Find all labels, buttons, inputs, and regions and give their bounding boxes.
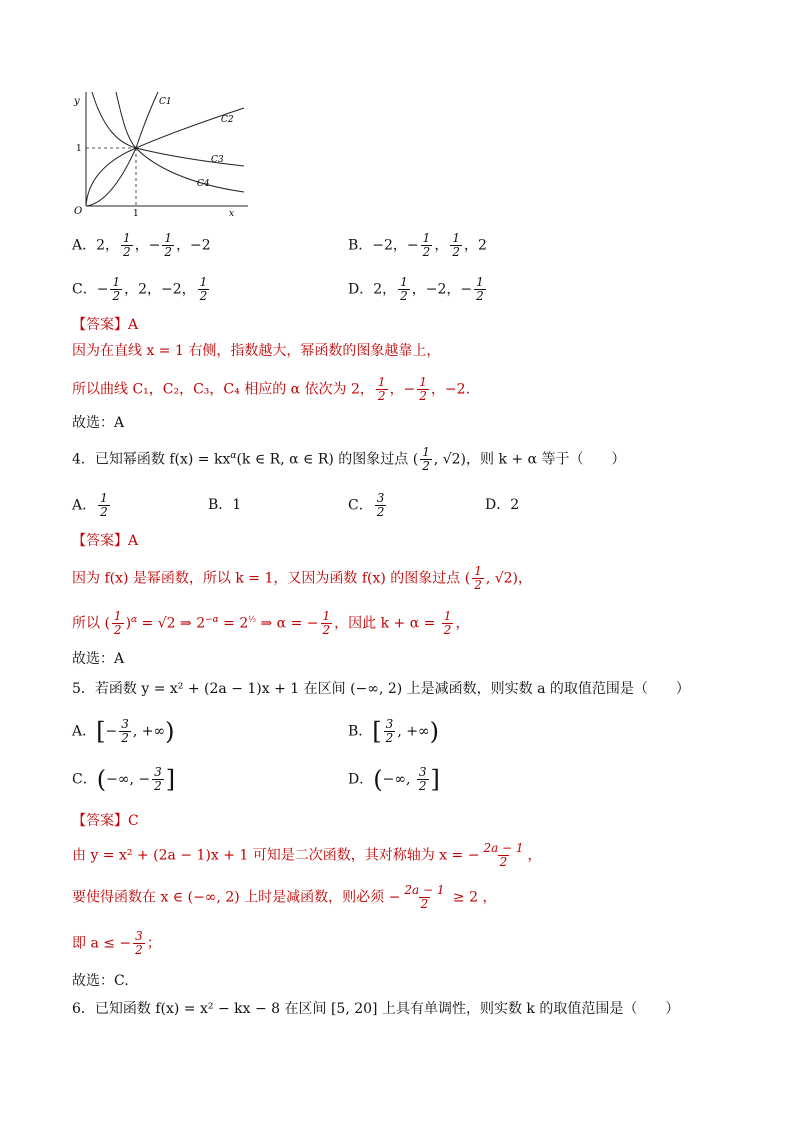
q3-option-c[interactable]: C．− $\frac{1}{2}$ ，2，−2， $\frac{1}{2}$ bbox=[72, 275, 208, 303]
q5-solution-line-3: 即 a ≤ − $\frac{3}{2}$ ； bbox=[72, 929, 161, 957]
label-c4: C4 bbox=[197, 179, 210, 189]
q3-solution-line-2: 所以曲线 C₁，C₂，C₃，C₄ 相应的 α 依次为 2， $\frac{1}{2}$ ，− $\frac{1}{2}$ ，−2. bbox=[72, 375, 471, 403]
q4-option-d[interactable]: D．2 bbox=[485, 497, 520, 513]
origin-label: O bbox=[74, 206, 83, 216]
q3-answer: 【答案】A bbox=[72, 317, 139, 333]
q5-stem: 5．若函数 y = x² + (2a − 1)x + 1 在区间 (−∞, 2) 上是减函数，则实数 a 的取值范围是（ ） bbox=[72, 681, 690, 697]
y-axis-label: y bbox=[74, 96, 80, 107]
q4-answer: 【答案】A bbox=[72, 533, 139, 549]
q6-stem: 6．已知函数 f(x) = x² − kx − 8 在区间 [5, 20] 上具有单调性，则实数 k 的取值范围是（ ） bbox=[72, 1001, 680, 1017]
q5-option-d[interactable]: D．(−∞, $\frac{3}{2}$ ] bbox=[348, 765, 440, 794]
label-c2: C2 bbox=[221, 115, 234, 125]
q4-choice: 故选：A bbox=[72, 651, 125, 667]
q5-option-a[interactable]: A．[− $\frac{3}{2}$ , +∞) bbox=[72, 717, 175, 746]
q3-solution-line-1: 因为在直线 x = 1 右侧，指数越大，幂函数的图象越靠上， bbox=[72, 343, 441, 359]
q5-choice: 故选：C. bbox=[72, 973, 129, 989]
label-c1: C1 bbox=[159, 97, 172, 107]
q5-option-c[interactable]: C．(−∞, − $\frac{3}{2}$ ] bbox=[72, 765, 176, 794]
tick-y-1: 1 bbox=[76, 144, 82, 154]
curve-c1 bbox=[86, 92, 158, 206]
label-c3: C3 bbox=[211, 155, 224, 165]
q4-solution-line-1: 因为 f(x) 是幂函数，所以 k = 1，又因为函数 f(x) 的图象过点 ( $\frac{1}{2}$ , √2)， bbox=[72, 564, 533, 592]
q3-option-a[interactable]: A．2， $\frac{1}{2}$ ，− $\frac{1}{2}$ ，−2 bbox=[72, 231, 211, 259]
q4-option-b[interactable]: B．1 bbox=[208, 497, 242, 513]
q4-option-a[interactable]: A． $\frac{1}{2}$ bbox=[72, 491, 108, 519]
tick-x-1: 1 bbox=[133, 209, 139, 216]
q3-choice: 故选：A bbox=[72, 415, 125, 431]
x-axis-label: x bbox=[229, 209, 235, 216]
q5-answer: 【答案】C bbox=[72, 813, 139, 829]
q5-option-b[interactable]: B．[ $\frac{3}{2}$ , +∞) bbox=[348, 717, 439, 746]
q3-option-d[interactable]: D．2， $\frac{1}{2}$ ，−2，− $\frac{1}{2}$ bbox=[348, 275, 484, 303]
q5-solution-line-2: 要使得函数在 x ∈ (−∞, 2) 上时是减函数，则必须 − $\frac{2a - 1}{2}$ ≥ 2 ， bbox=[72, 883, 497, 911]
curve-c4 bbox=[116, 92, 244, 192]
q4-option-c[interactable]: C． $\frac{3}{2}$ bbox=[348, 491, 385, 519]
q5-solution-line-1: 由 y = x² + (2a − 1)x + 1 可知是二次函数，其对称轴为 x = − $\frac{2a - 1}{2}$ ， bbox=[72, 841, 542, 869]
q3-option-b[interactable]: B．−2，− $\frac{1}{2}$ ， $\frac{1}{2}$ ，2 bbox=[348, 231, 487, 259]
power-function-graph bbox=[68, 88, 252, 216]
q4-stem: 4．已知幂函数 $f(x) = kx^\alpha(k$ ∈ R, α ∈ R) 的图象过点 ( $\frac{1}{2}$ , √2)，则 k + α 等于（ ） bbox=[72, 445, 626, 473]
q4-solution-line-2: 所以 ( $\frac{1}{2}$ )$^\alpha$ = √2 ⇒ $2^{-\alpha} = 2^{\frac{1}{2}}$ ⇒ α = − $\frac{1}{2}$ ，因此 k + α = $\frac{1}{2}$ ， bbox=[72, 609, 470, 637]
